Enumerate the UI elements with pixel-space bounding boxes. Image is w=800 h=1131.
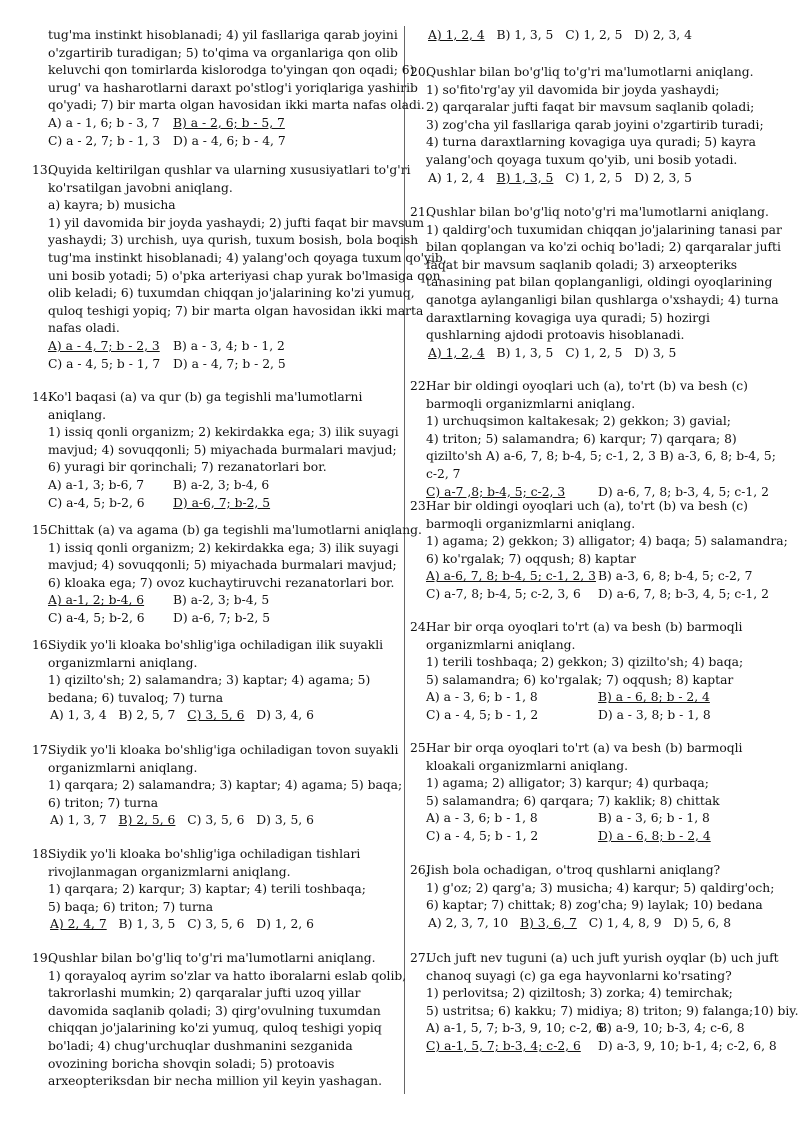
answer-option-b[interactable]: B) a-2, 3; b-4, 5 <box>173 593 270 608</box>
question-text-line: 1) agama; 2) gekkon; 3) alligator; 4) baqa; 5) salamandra; <box>426 534 788 549</box>
answer-option-a[interactable]: A) a-6, 7, 8; b-4, 5; c-1, 2, 3 <box>426 569 596 584</box>
answer-option-a[interactable]: A) 1, 2, 4 <box>428 170 485 185</box>
question-text-line: tug'ma instinkt hisoblanadi; 4) yalang'och qoyaga tuxum qo'yib, <box>48 250 447 265</box>
question-number: 26. <box>410 863 430 877</box>
question-number: 18. <box>32 847 52 861</box>
answer-option-b[interactable]: B) 1, 3, 5 <box>118 917 176 932</box>
question-number: 25. <box>410 741 430 755</box>
answer-option-c[interactable]: C) a - 4, 5; b - 1, 2 <box>426 828 539 843</box>
question-text-line: 5) salamandra; 6) qarqara; 7) kaklik; 8) chittak <box>426 793 720 808</box>
question-number: 19. <box>32 951 52 965</box>
question-text-line: tug'ma instinkt hisoblanadi; 4) yil fasllariga qarab joyini <box>48 28 398 42</box>
question-text-line: c-2, 7 <box>426 466 461 481</box>
question-text-line: o'zgartirib turadigan; 5) to'qima va organlariga qon olib <box>48 45 398 60</box>
answer-option-d[interactable]: D) a - 3, 8; b - 1, 8 <box>598 707 711 722</box>
question-text-line: yashaydi; 3) urchish, uya qurish, tuxum bosish, bola boqish <box>48 233 419 248</box>
question-text-line: 1) qizilto'sh; 2) salamandra; 3) kaptar; 4) agama; 5) <box>48 673 371 688</box>
answer-options <box>426 27 782 45</box>
question-text-line: ovozining boricha shovqin soladi; 5) protoavis <box>48 1056 335 1071</box>
question-text-line: keluvchi qon tomirlarda kislorodga to'yingan qon oqadi; 6) <box>48 63 415 78</box>
answer-option-b[interactable]: B) 2, 5, 7 <box>118 708 176 723</box>
answer-option-c[interactable]: C) 1, 2, 5 <box>565 170 623 185</box>
answer-option-d[interactable]: D) 2, 3, 5 <box>634 170 692 185</box>
answer-option-b[interactable]: B) a - 3, 6; b - 1, 8 <box>598 811 710 826</box>
question-text-line: 3) zog'cha yil fasllariga qarab joyini o'zgartirib turadi; <box>426 117 764 132</box>
answer-option-b[interactable]: B) a - 6, 8; b - 2, 4 <box>598 690 710 705</box>
question-text-line: Har bir orqa oyoqlari to'rt (a) va besh (b) barmoqli <box>426 741 743 755</box>
question-text-line: mavjud; 4) sovuqqonli; 5) miyachada burmalari mavjud; <box>48 442 397 457</box>
answer-option-d[interactable]: D) 3, 4, 6 <box>256 708 314 723</box>
answer-option-b[interactable]: B) a - 2, 6; b - 5, 7 <box>173 115 285 130</box>
question-number: 13. <box>32 163 52 177</box>
answer-option-c[interactable]: C) 3, 5, 6 <box>187 708 245 723</box>
question-15 <box>32 522 422 628</box>
question-text-line: Quyida keltirilgan qushlar va ularning xususiyatlari to'g'ri <box>48 163 411 177</box>
answer-option-b[interactable]: B) 2, 5, 6 <box>118 813 176 828</box>
question-16 <box>32 637 402 725</box>
question-text-line: uni bosib yotadi; 5) o'pka arteriyasi chap yurak bo'lmasiga qon <box>48 268 441 283</box>
question-text-line: 2) qarqaralar jufti faqat bir mavsum saqlanib qoladi; <box>426 100 755 115</box>
question-14 <box>32 389 402 512</box>
answer-option-a[interactable]: A) 2, 3, 7, 10 <box>428 915 509 930</box>
question-text-line: 1) so'fito'rg'ay yil davomida bir joyda yashaydi; <box>426 82 720 97</box>
question-number: 22. <box>410 379 430 393</box>
question-text-line: 1) qorayaloq ayrim so'zlar va hatto iboralarni eslab qolib, <box>48 968 407 983</box>
question-text-line: 1) yil davomida bir joyda yashaydi; 2) jufti faqat bir mavsum <box>48 215 424 230</box>
question-text-line: 1) g'oz; 2) qarg'a; 3) musicha; 4) karqur; 5) qaldirg'och; <box>426 880 775 895</box>
question-21 <box>410 204 782 362</box>
answer-option-d[interactable]: D) a-6, 7, 8; b-3, 4, 5; c-1, 2 <box>598 484 769 499</box>
answer-option-b[interactable]: B) a-9, 10; b-3, 4; c-6, 8 <box>598 1021 745 1036</box>
question-text-line: Har bir oldingi oyoqlari uch (a), to'rt (b) va besh (c) <box>426 499 748 513</box>
question-text-line: 1) perlovitsa; 2) qiziltosh; 3) zorka; 4) temirchak; <box>426 986 733 1001</box>
answer-option-b[interactable]: B) 1, 3, 5 <box>496 170 554 185</box>
answer-option-a[interactable]: A) a - 3, 6; b - 1, 8 <box>426 811 538 826</box>
question-text-line: barmoqli organizmlarni aniqlang. <box>426 396 636 411</box>
question-text-line: 4) turna daraxtlarning kovagiga uya quradi; 5) kayra <box>426 135 756 150</box>
question-text-line: Siydik yo'li kloaka bo'shlig'iga ochiladigan tishlari <box>48 847 361 861</box>
answer-option-d[interactable]: D) 2, 3, 4 <box>634 28 692 42</box>
question-number: 15. <box>32 523 52 537</box>
answer-option-b[interactable]: B) a-2, 3; b-4, 6 <box>173 477 270 492</box>
answer-option-a[interactable]: A) 1, 2, 4 <box>428 345 485 360</box>
answer-options <box>426 915 782 933</box>
question-text-line: a) kayra; b) musicha <box>48 198 176 213</box>
answer-option-b[interactable]: B) 3, 6, 7 <box>520 915 577 930</box>
question-text-line: Har bir oldingi oyoqlari uch (a), to'rt (b) va besh (c) <box>426 379 748 393</box>
question-text-line: Chittak (a) va agama (b) ga tegishli ma'lumotlarni aniqlang. <box>48 523 422 537</box>
question-text-line: quloq teshigi yopiq; 7) bir marta olgan havosidan ikki marta <box>48 303 424 318</box>
question-24 <box>410 619 782 725</box>
answer-option-a[interactable]: A) 1, 2, 4 <box>428 28 485 42</box>
answer-options <box>48 916 402 934</box>
question-text-line: olib keladi; 6) tuxumdan chiqqan jo'jalarining ko'zi yumuq, <box>48 286 415 301</box>
answer-options <box>48 812 402 830</box>
question-17 <box>32 742 402 830</box>
answer-option-a[interactable]: A) a - 1, 6; b - 3, 7 <box>48 115 160 130</box>
question-text-line: Qushlar bilan bo'g'liq to'g'ri ma'lumotlarni aniqlang. <box>426 65 754 79</box>
question-text-line: qo'yadi; 7) bir marta olgan havosidan ikki marta nafas oladi. <box>48 98 425 113</box>
question-number: 24. <box>410 620 430 634</box>
answer-option-c[interactable]: C) a - 2, 7; b - 1, 3 <box>48 133 161 148</box>
question-text-line: tanasining pat bilan qoplanganligi, oldingi oyoqlarining <box>426 275 773 290</box>
question-number: 17. <box>32 743 52 757</box>
question-number: 20. <box>410 65 430 79</box>
answer-option-d[interactable]: D) a - 4, 7; b - 2, 5 <box>173 356 286 371</box>
question-text-line: Qushlar bilan bo'g'liq to'g'ri ma'lumotlarni aniqlang. <box>48 951 376 965</box>
question-text-line: 5) salamandra; 6) ko'rgalak; 7) oqqush; 8) kaptar <box>426 672 734 687</box>
question-text-line: qushlarning ajdodi protoavis hisoblanadi. <box>426 328 685 343</box>
question-number: 27. <box>410 951 430 965</box>
answer-option-c[interactable]: C) 1, 4, 8, 9 <box>588 915 662 930</box>
answer-option-c[interactable]: C) a-4, 5; b-2, 6 <box>48 495 145 510</box>
answer-option-b[interactable]: B) 1, 3, 5 <box>496 345 554 360</box>
question-20 <box>410 64 782 187</box>
question-text-line: takrorlashi mumkin; 2) qarqaralar jufti uzoq yillar <box>48 986 361 1001</box>
question-22 <box>410 378 782 501</box>
question-text-line: Har bir orqa oyoqlari to'rt (a) va besh (b) barmoqli <box>426 620 743 634</box>
question-text-line: 5) ustritsa; 6) kakku; 7) midiya; 8) triton; 9) falanga;10) biy. <box>426 1003 799 1018</box>
question-text-line: 1) qaldirg'och tuxumidan chiqqan jo'jalarining tanasi par <box>426 222 782 237</box>
question-text-line: 1) urchuqsimon kaltakesak; 2) gekkon; 3) gavial; <box>426 414 731 429</box>
question-text-line: 1) agama; 2) alligator; 3) karqur; 4) qurbaqa; <box>426 776 709 791</box>
question-text-line: Jish bola ochadigan, o'troq qushlarni aniqlang? <box>426 863 721 877</box>
answer-options <box>426 170 782 188</box>
answer-option-d[interactable]: D) a-6, 7; b-2, 5 <box>173 610 271 625</box>
question-text-line: Qushlar bilan bo'g'liq noto'g'ri ma'lumotlarni aniqlang. <box>426 205 769 219</box>
answer-option-a[interactable]: A) a-1, 5, 7; b-3, 9, 10; c-2, 6 <box>426 1021 604 1036</box>
answer-option-b[interactable]: B) 1, 3, 5 <box>496 28 554 42</box>
answer-option-a[interactable]: A) a-1, 2; b-4, 6 <box>48 593 145 608</box>
question-text-line: bedana; 6) tuvaloq; 7) turna <box>48 690 224 705</box>
answer-option-d[interactable]: D) 5, 6, 8 <box>673 915 732 930</box>
question-text-line: mavjud; 4) sovuqqonli; 5) miyachada burmalari mavjud; <box>48 558 397 573</box>
question-text-line: qanotga aylanganligi bilan qushlarga o'xshaydi; 4) turna <box>426 292 779 307</box>
question-text-line: 5) baqa; 6) triton; 7) turna <box>48 899 214 914</box>
question-text-line: qizilto'sh A) a-6, 7, 8; b-4, 5; c-1, 2, 3 B) a-3, 6, 8; b-4, 5; <box>426 449 776 464</box>
question-text-line: chiqqan jo'jalarining ko'zi yumuq, quloq teshigi yopiq <box>48 1021 382 1036</box>
question-text-line: bo'ladi; 4) chug'urchuqlar dushmanini sezganida <box>48 1038 353 1053</box>
question-text-line: kloakali organizmlarni aniqlang. <box>426 758 629 773</box>
answer-option-c[interactable]: C) a - 4, 5; b - 1, 7 <box>48 356 161 371</box>
answer-option-d[interactable]: D) a-6, 7, 8; b-3, 4, 5; c-1, 2 <box>598 586 769 601</box>
question-19-options <box>410 27 782 45</box>
answer-option-b[interactable]: B) a-3, 6, 8; b-4, 5; c-2, 7 <box>598 569 753 584</box>
question-text-line: ko'rsatilgan javobni aniqlang. <box>48 180 233 195</box>
question-text-line: 1) qarqara; 2) salamandra; 3) kaptar; 4) agama; 5) baqa; <box>48 778 403 793</box>
answer-option-c[interactable]: C) a-7, 8; b-4, 5; c-2, 3, 6 <box>426 586 581 601</box>
answer-option-a[interactable]: A) 1, 3, 7 <box>50 813 107 828</box>
question-text-line: 1) terili toshbaqa; 2) gekkon; 3) qizilto'sh; 4) baqa; <box>426 655 744 670</box>
question-text-line: faqat bir mavsum saqlanib qoladi; 3) arxeopteriks <box>426 257 738 272</box>
answer-option-c[interactable]: C) 1, 2, 5 <box>565 28 623 42</box>
answer-option-d[interactable]: D) a - 4, 6; b - 4, 7 <box>173 133 286 148</box>
column-divider <box>404 26 405 1094</box>
question-19 <box>32 950 407 1091</box>
question-text-line: Siydik yo'li kloaka bo'shlig'iga ochiladigan ilik suyakli <box>48 638 384 652</box>
question-text-line: 6) yuragi bir qorinchali; 7) rezanatorlari bor. <box>48 460 327 475</box>
answer-option-c[interactable]: C) a-7 ,8; b-4, 5; c-2, 3 <box>426 484 566 499</box>
question-text-line: 1) issiq qonli organizm; 2) kekirdakka ega; 3) ilik suyagi <box>48 425 399 440</box>
question-25 <box>410 740 782 846</box>
question-number: 21. <box>410 205 430 219</box>
answer-option-a[interactable]: A) a - 3, 6; b - 1, 8 <box>426 690 538 705</box>
question-number: 23. <box>410 499 430 513</box>
question-text-line: Siydik yo'li kloaka bo'shlig'iga ochiladigan tovon suyakli <box>48 743 399 757</box>
question-text-line: aniqlang. <box>48 407 107 422</box>
question-text-line: daraxtlarning kovagiga uya quradi; 5) hozirgi <box>426 310 710 325</box>
answer-option-d[interactable]: D) a-3, 9, 10; b-1, 4; c-2, 6, 8 <box>598 1038 777 1053</box>
answer-option-c[interactable]: C) 1, 2, 5 <box>565 345 623 360</box>
answer-option-a[interactable]: A) 1, 3, 4 <box>50 708 107 723</box>
answer-option-d[interactable]: D) 1, 2, 6 <box>256 917 314 932</box>
question-text-line: organizmlarni aniqlang. <box>48 760 198 775</box>
question-18 <box>32 846 402 934</box>
answer-option-c[interactable]: C) a-1, 5, 7; b-3, 4; c-2, 6 <box>426 1038 581 1053</box>
question-text-line: barmoqli organizmlarni aniqlang. <box>426 516 636 531</box>
question-text-line: 1) qarqara; 2) karqur; 3) kaptar; 4) terili toshbaqa; <box>48 882 366 897</box>
answer-option-d[interactable]: D) 3, 5, 6 <box>256 813 314 828</box>
question-text-line: urug' va hasharotlarni daraxt po'stlog'i yoriqlariga yashirib <box>48 80 418 95</box>
answer-option-c[interactable]: C) a-4, 5; b-2, 6 <box>48 610 145 625</box>
question-text-line: 6) triton; 7) turna <box>48 795 159 810</box>
answer-option-c[interactable]: C) 3, 5, 6 <box>187 917 245 932</box>
question-27 <box>410 950 799 1056</box>
answer-options <box>48 707 402 725</box>
answer-option-a[interactable]: A) a-1, 3; b-6, 7 <box>48 477 145 492</box>
question-text-line: yalang'och qoyaga tuxum qo'yib, uni bosib yotadi. <box>426 152 738 167</box>
question-text-line: Uch juft nev tuguni (a) uch juft yurish oyqlar (b) uch juft <box>426 951 779 965</box>
question-text-line: bilan qoplangan va ko'zi ochiq bo'ladi; 2) qarqaralar jufti <box>426 240 781 255</box>
answer-option-d[interactable]: D) a-6, 7; b-2, 5 <box>173 495 271 510</box>
question-number: 16. <box>32 638 52 652</box>
question-text-line: davomida saqlanib qoladi; 3) qirg'ovulning tuxumdan <box>48 1003 381 1018</box>
answer-option-d[interactable]: D) 3, 5 <box>634 345 677 360</box>
question-text-line: chanoq suyagi (c) ga ega hayvonlarni ko'rsating? <box>426 968 732 983</box>
answer-option-a[interactable]: A) 2, 4, 7 <box>50 917 107 932</box>
question-text-line: 6) kloaka ega; 7) ovoz kuchaytiruvchi rezanatorlari bor. <box>48 575 395 590</box>
question-text-line: 4) triton; 5) salamandra; 6) karqur; 7) qarqara; 8) <box>426 431 737 446</box>
answer-options <box>426 345 782 363</box>
answer-option-c[interactable]: C) 3, 5, 6 <box>187 813 245 828</box>
answer-option-c[interactable]: C) a - 4, 5; b - 1, 2 <box>426 707 539 722</box>
question-text-line: 6) ko'rgalak; 7) oqqush; 8) kaptar <box>426 551 636 566</box>
question-text-line: 1) issiq qonli organizm; 2) kekirdakka ega; 3) ilik suyagi <box>48 540 399 555</box>
question-text-line: Ko'l baqasi (a) va qur (b) ga tegishli ma'lumotlarni <box>48 390 363 404</box>
question-text-line: arxeopteriksdan bir necha million yil keyin yashagan. <box>48 1074 383 1089</box>
question-text-line: rivojlanmagan organizmlarni aniqlang. <box>48 864 291 879</box>
question-number: 14. <box>32 390 52 404</box>
question-text-line: 6) kaptar; 7) chittak; 8) zog'cha; 9) laylak; 10) bedana <box>426 898 763 913</box>
question-text-line: organizmlarni aniqlang. <box>48 655 198 670</box>
question-text-line: nafas oladi. <box>48 321 120 336</box>
answer-option-a[interactable]: A) a - 4, 7; b - 2, 3 <box>48 338 160 353</box>
question-23 <box>410 498 788 604</box>
answer-option-d[interactable]: D) a - 6, 8; b - 2, 4 <box>598 828 711 843</box>
answer-option-b[interactable]: B) a - 3, 4; b - 1, 2 <box>173 338 285 353</box>
question-26 <box>410 862 782 932</box>
question-text-line: organizmlarni aniqlang. <box>426 637 576 652</box>
